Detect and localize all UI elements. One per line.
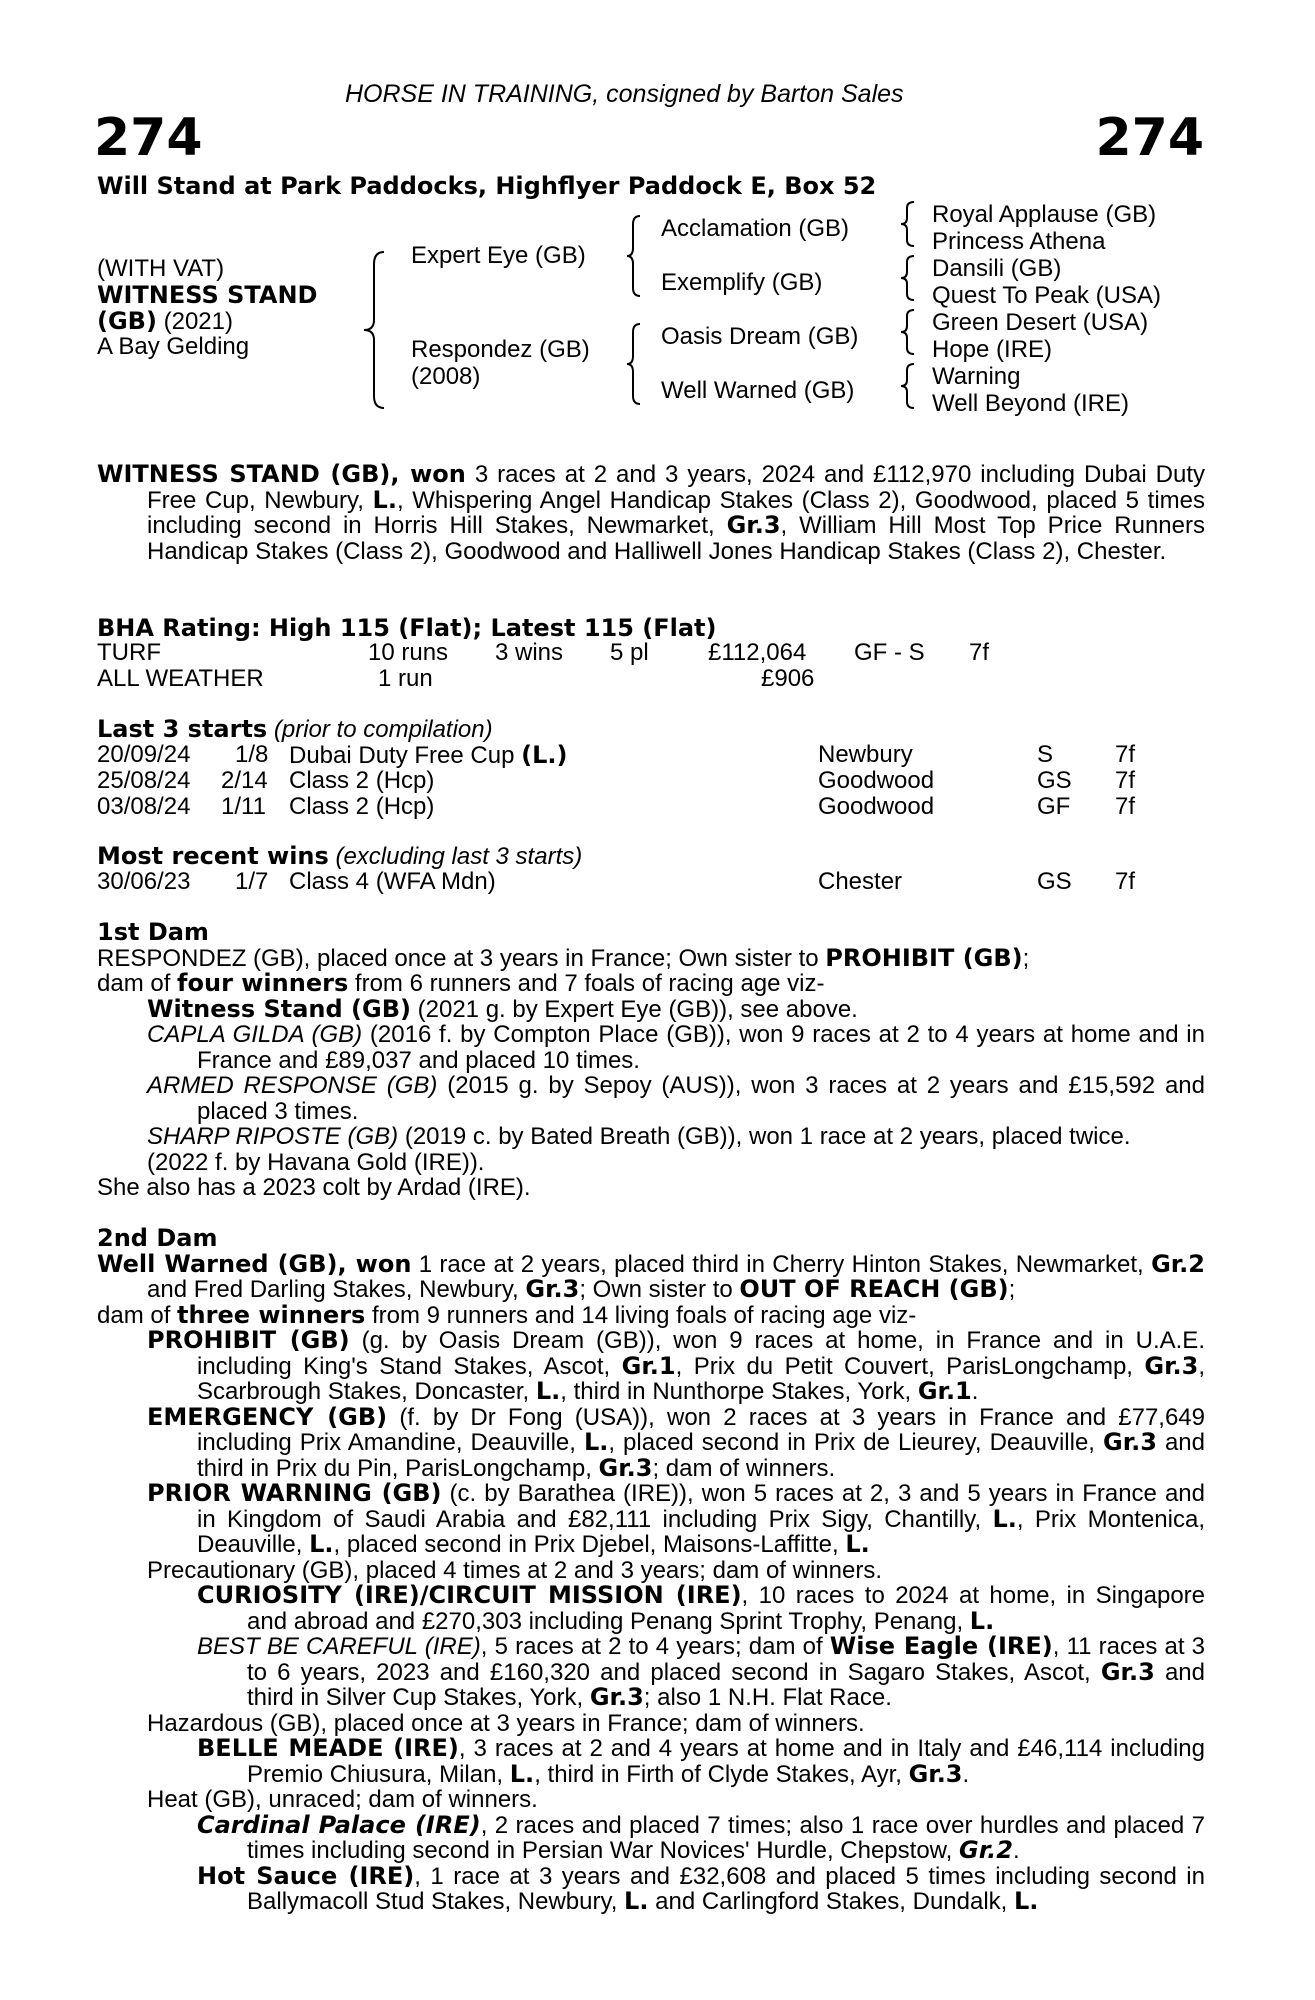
pedigree-dam-year: (2008) bbox=[411, 363, 481, 390]
progeny-item: EMERGENCY (GB) (f. by Dr Fong (USA)), won 2 races at 3 years in France and £77,649 including Prix Amandine, Deauville, L., placed second in Prix de Lieurey, Deauville, Gr.3 and third in Prix du Pin, ParisLongchamp, Gr.3; dam of winners. bbox=[147, 1402, 1206, 1482]
lot-number-left: 274 bbox=[94, 108, 203, 168]
horse-country: (GB) bbox=[97, 307, 157, 335]
pedigree-sdd: Quest To Peak (USA) bbox=[932, 282, 1161, 309]
pedigree-brace-sire bbox=[624, 214, 644, 298]
summary-horse-name: WITNESS STAND (GB), won bbox=[97, 460, 466, 488]
second-dam-heading: 2nd Dam bbox=[97, 1224, 218, 1252]
pedigree-ddd: Well Beyond (IRE) bbox=[932, 390, 1129, 417]
pedigree-dam-sire: Oasis Dream (GB) bbox=[661, 323, 859, 350]
progeny-item: ARMED RESPONSE (GB) (2015 g. by Sepoy (AUS)), won 3 races at 2 years and £15,592 and placed 3 times. bbox=[147, 1072, 1206, 1125]
first-dam-section bbox=[97, 920, 1205, 1201]
progeny-note: She also has a 2023 colt by Ardad (IRE). bbox=[97, 1174, 531, 1201]
second-dam-intro: Well Warned (GB), won 1 race at 2 years, placed third in Cherry Hinton Stakes, Newmarket, Gr.2 and Fred Darling Stakes, Newbury, Gr.3; Own sister to OUT OF REACH (GB); bbox=[97, 1249, 1205, 1303]
pedigree-dam: Respondez (GB) bbox=[411, 336, 590, 363]
grand-progeny-item: Hot Sauce (IRE), 1 race at 3 years and £32,608 and placed 5 times including second in Ballymacoll Stud Stakes, Newbury, L. and Carlingford Stakes, Dundalk, L. bbox=[197, 1861, 1205, 1915]
progeny-item: PRIOR WARNING (GB) (c. by Barathea (IRE)), won 5 races at 2, 3 and 5 years in France and in Kingdom of Saudi Arabia and £82,111 including Prix Sigy, Chantilly, L., Prix Montenica, Deauville, L., placed second in Prix Djebel, Maisons-Laffitte, L. bbox=[147, 1479, 1206, 1558]
last3-heading: Last 3 starts (prior to compilation) bbox=[97, 715, 493, 743]
progeny-item: PROHIBIT (GB) (g. by Oasis Dream (GB)), won 9 races at home, in France and in U.A.E. including King's Stand Stakes, Ascot, Gr.1, Prix du Petit Couvert, ParisLongchamp, Gr.3, Scarbrough Stakes, Doncaster, L., third in Nunthorpe Stakes, York, Gr.1. bbox=[147, 1326, 1205, 1405]
pedigree-dsd: Hope (IRE) bbox=[932, 336, 1053, 363]
bha-rating-heading: BHA Rating: High 115 (Flat); Latest 115 (Flat) bbox=[97, 614, 717, 642]
pedigree-dds: Warning bbox=[932, 363, 1021, 390]
stable-location: Will Stand at Park Paddocks, Highflyer Paddock E, Box 52 bbox=[97, 172, 877, 200]
pedigree-dss: Green Desert (USA) bbox=[932, 309, 1149, 336]
first-dam-damof: dam of four winners from 6 runners and 7 foals of racing age viz- bbox=[97, 969, 825, 997]
progeny-item: (2022 f. by Havana Gold (IRE)). bbox=[147, 1148, 485, 1176]
race-summary: WITNESS STAND (GB), won 3 races at 2 and 3 years, 2024 and £112,970 including Dubai Duty Free Cup, Newbury, L., Whispering Angel Handicap Stakes (Class 2), Goodwood, placed 5 times including second in Horris Hill Stakes, Newmarket, Gr.3, William Hill Most Top Price Runners Handicap Stakes (Class 2), Goodwood and Halliwell Jones Handicap Stakes (Class 2), Chester. bbox=[97, 460, 1206, 565]
pedigree-sire-dam: Exemplify (GB) bbox=[661, 269, 823, 296]
first-dam-intro: RESPONDEZ (GB), placed once at 3 years in France; Own sister to PROHIBIT (GB); bbox=[97, 943, 1030, 972]
progeny-item: Heat (GB), unraced; dam of winners. bbox=[147, 1786, 538, 1813]
grand-progeny-item: CURIOSITY (IRE)/CIRCUIT MISSION (IRE), 10 races to 2024 at home, in Singapore and abroad and £270,303 including Penang Sprint Trophy, Penang, L. bbox=[197, 1581, 1206, 1635]
first-dam-heading: 1st Dam bbox=[97, 918, 209, 946]
horse-country-year bbox=[97, 308, 233, 335]
pedigree-sire: Expert Eye (GB) bbox=[411, 242, 586, 269]
pedigree-brace-ss bbox=[898, 200, 918, 248]
grand-progeny-item: BEST BE CAREFUL (IRE), 5 races at 2 to 4 years; dam of Wise Eagle (IRE), 11 races at 3 to 6 years, 2023 and £160,320 and placed second in Sagaro Stakes, Ascot, Gr.3 and third in Silver Cup Stakes, York, Gr.3; also 1 N.H. Flat Race. bbox=[197, 1632, 1205, 1711]
second-dam-damof: dam of three winners from 9 runners and 14 living foals of racing age viz- bbox=[97, 1300, 917, 1329]
progeny-item: Precautionary (GB), placed 4 times at 2 and 3 years; dam of winners. bbox=[147, 1556, 883, 1584]
pedigree-brace-dam bbox=[624, 322, 644, 406]
pedigree-sds: Dansili (GB) bbox=[932, 255, 1062, 282]
pedigree-dam-dam: Well Warned (GB) bbox=[661, 377, 855, 404]
grand-progeny-item: BELLE MEADE (IRE), 3 races at 2 and 4 years at home and in Italy and £46,114 including Premio Chiusura, Milan, L., third in Firth of Clyde Stakes, Ayr, Gr.3. bbox=[197, 1734, 1206, 1788]
catalogue-page: HORSE IN TRAINING, consigned by Barton Sales 274 274 Will Stand at Park Paddocks, Highflyer Paddock E, Box 52 (WITH VAT) WITNESS STAND (GB) (2021) A Bay Gelding Expert Eye (GB) Respondez (GB) (2008) Acclamation (GB) Exemplify (GB) Oasis Dream (GB) Well Warned (GB) Royal Applause (GB) Princess Athena Dansili (GB) Quest To Peak (USA) Green Desert (USA) Hope (IRE) Warning Well Beyond (IRE) WITNESS STAND (GB), won 3 races at 2 and 3 years, 2024 and £112,970 including Dubai Duty Free Cup, Newbury, L., Whispering Angel Handicap Stakes (Class 2), Goodwood, placed 5 times including second in Horris Hill Stakes, Newmarket, Gr.3, William Hill Most Top Price Runners Handicap Stakes (Class 2), Goodwood and Halliwell Jones Handicap Stakes (Class 2), Chester. BHA Rating: High 115 (Flat); Latest 115 (Flat) TURF 10 runs 3 wins 5 pl £112,064 GF - S 7f ALL WEATHER 1 run £906 Last 3 starts (prior to compilation) 20/09/24 1/8 Dubai Duty Free Cup (L.) Newbury S 7f 25/08/24 2/14 Class 2 (Hcp) Goodwood GS 7f 03/08/24 1/11 Class 2 (Hcp) Goodwood GF 7f Most recent wins (excluding last 3 starts) 30/06/23 1/7 Class 4 (WFA Mdn) Chester GS 7f 1st Dam RESPONDEZ (GB), placed once at 3 years in France; Own sister to PROHIBIT (GB); dam of four winners from 6 runners and 7 foals of racing age viz- Witness Stand (GB) (2021 g. by Expert Eye (GB)), see above. CAPLA GILDA (GB) (2016 f. by Compton Place (GB)), won 9 races at 2 to 4 years at home and in France and £89,037 and placed 10 times. ARMED RESPONSE (GB) (2015 g. by Sepoy (AUS)), won 3 races at 2 years and £15,592 and placed 3 times. SHARP RIPOSTE (GB) (2019 c. by Bated Breath (GB)), won 1 race at 2 years, placed twice. (2022 f. by Havana Gold (IRE)). She also has a 2023 colt by Ardad (IRE). 2nd Dam Well Warned (GB), won 1 race at 2 years, placed third in Cherry Hinton Stakes, Newmarket, Gr.2 and Fred Darling Stakes, Newbury, Gr.3; Own sister to OUT OF REACH (GB); dam of three winners from 9 runners and 14 living foals of racing age viz- PROHIBIT (GB) (g. by Oasis Dream (GB)), won 9 races at home, in France and in U.A.E. including King's Stand Stakes, Ascot, Gr.1, Prix du Petit Couvert, ParisLongchamp, Gr.3, Scarbrough Stakes, Doncaster, L., third in Nunthorpe Stakes, York, Gr.1. EMERGENCY (GB) (f. by Dr Fong (USA)), won 2 races at 3 years in France and £77,649 including Prix Amandine, Deauville, L., placed second in Prix de Lieurey, Deauville, Gr.3 and third in Prix du Pin, ParisLongchamp, Gr.3; dam of winners. PRIOR WARNING (GB) (c. by Barathea (IRE)), won 5 races at 2, 3 and 5 years in France and in Kingdom of Saudi Arabia and £82,111 including Prix Sigy, Chantilly, L., Prix Montenica, Deauville, L., placed second in Prix Djebel, Maisons-Laffitte, L. Precautionary (GB), placed 4 times at 2 and 3 years; dam of winners. CURIOSITY (IRE)/CIRCUIT MISSION (IRE), 10 races to 2024 at home, in Singapore and abroad and £270,303 including Penang Sprint Trophy, Penang, L. BEST BE CAREFUL (IRE), 5 races at 2 to 4 years; dam of Wise Eagle (IRE), 11 races at 3 to 6 years, 2023 and £160,320 and placed second in Sagaro Stakes, Ascot, Gr.3 and third in Silver Cup Stakes, York, Gr.3; also 1 N.H. Flat Race. Hazardous (GB), placed once at 3 years in France; dam of winners. BELLE MEADE (IRE), 3 races at 2 and 4 years at home and in Italy and £46,114 including Premio Chiusura, Milan, L., third in Firth of Clyde Stakes, Ayr, Gr.3. Heat (GB), unraced; dam of winners. Cardinal Palace (IRE), 2 races and placed 7 times; also 1 race over hurdles and placed 7 times including second in Persian War Novices' Hurdle, Chepstow, Gr.2. Hot Sauce (IRE), 1 race at 3 years and £32,608 and placed 5 times including second in Ballymacoll Stud Stakes, Newbury, L. and Carlingford Stakes, Dundalk, L. bbox=[94, 80, 1206, 1915]
consignment-line: HORSE IN TRAINING, consigned by Barton Sales bbox=[345, 80, 904, 108]
horse-year: (2021) bbox=[156, 308, 233, 335]
progeny-item: CAPLA GILDA (GB) (2016 f. by Compton Place (GB)), won 9 races at 2 to 4 years at home and in France and £89,037 and placed 10 times. bbox=[147, 1021, 1205, 1074]
progeny-item: SHARP RIPOSTE (GB) (2019 c. by Bated Breath (GB)), won 1 race at 2 years, placed twice. bbox=[147, 1123, 1131, 1150]
vat-note: (WITH VAT) bbox=[97, 255, 225, 282]
lot-number-right: 274 bbox=[1095, 108, 1204, 168]
grand-progeny-item: Cardinal Palace (IRE), 2 races and placed 7 times; also 1 race over hurdles and placed 7 times including second in Persian War Novices' Hurdle, Chepstow, Gr.2. bbox=[197, 1810, 1205, 1864]
pedigree-ssd: Princess Athena bbox=[932, 228, 1106, 255]
pedigree-brace-sd bbox=[898, 254, 918, 302]
second-dam-section bbox=[97, 1226, 1205, 1915]
progeny-item: Witness Stand (GB) (2021 g. by Expert Eye (GB)), see above. bbox=[147, 994, 858, 1023]
pedigree-sss: Royal Applause (GB) bbox=[932, 201, 1157, 228]
progeny-item: Hazardous (GB), placed once at 3 years in France; dam of winners. bbox=[147, 1709, 865, 1737]
pedigree-brace-main bbox=[360, 250, 390, 410]
pedigree-brace-dd bbox=[898, 362, 918, 410]
horse-description: A Bay Gelding bbox=[97, 333, 250, 360]
horse-name: WITNESS STAND bbox=[97, 281, 318, 309]
recent-wins-heading: Most recent wins (excluding last 3 starts) bbox=[97, 842, 583, 870]
pedigree-brace-ds bbox=[898, 308, 918, 356]
pedigree-sire-sire: Acclamation (GB) bbox=[661, 215, 850, 242]
